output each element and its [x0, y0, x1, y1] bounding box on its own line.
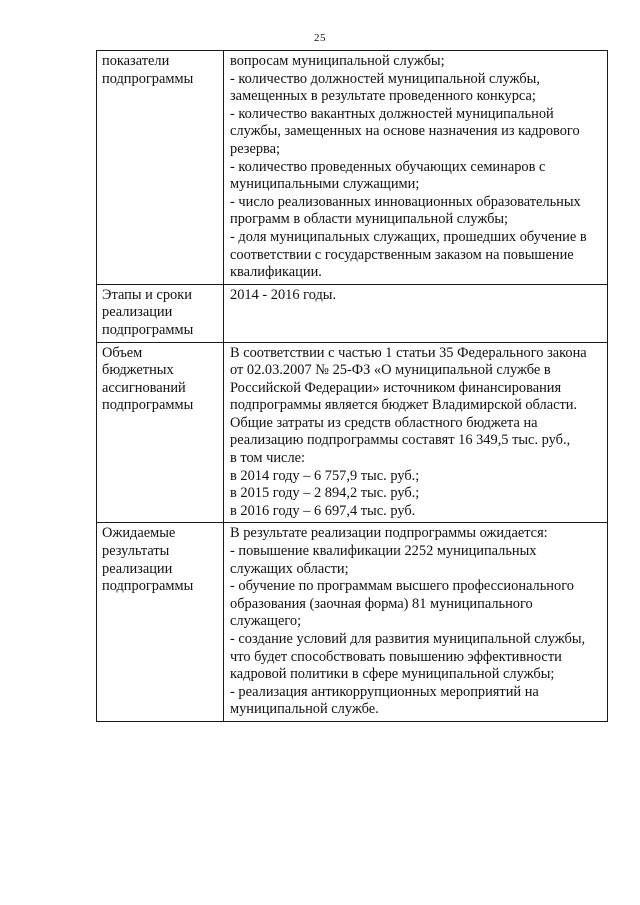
- label-line: бюджетных: [102, 362, 174, 379]
- content-line: образования (заочная форма) 81 муниципального: [230, 595, 533, 612]
- row-label-cell: [97, 284, 224, 342]
- subprogram-passport-table: [96, 50, 608, 722]
- content-line: подпрограммы является бюджет Владимирской области.: [230, 397, 578, 414]
- content-line: В результате реализации подпрограммы ожидается:: [230, 525, 548, 542]
- label-line: подпрограммы: [102, 321, 194, 338]
- table-row: [97, 284, 608, 342]
- content-line: 2014 - 2016 годы.: [230, 286, 337, 303]
- content-line: от 02.03.2007 № 25-ФЗ «О муниципальной службе в: [230, 362, 551, 379]
- content-line: - количество вакантных должностей муниципальной: [230, 105, 554, 122]
- label-line: ассигнований: [102, 379, 186, 396]
- content-line: кадровой политики в сфере муниципальной службы;: [230, 666, 555, 683]
- label-line: подпрограммы: [102, 70, 194, 87]
- content-line: Общие затраты из средств областного бюджета на: [230, 414, 538, 431]
- content-line: - реализация антикоррупционных мероприятий на: [230, 683, 539, 700]
- content-line: службы, замещенных на основе назначения из кадрового: [230, 123, 580, 140]
- content-line: квалификации.: [230, 264, 322, 281]
- content-line: В соответствии с частью 1 статьи 35 Федерального закона: [230, 344, 587, 361]
- content-line: реализацию подпрограммы составят 16 349,5 тыс. руб.,: [230, 432, 571, 449]
- row-content-cell: [224, 51, 608, 285]
- table-row: [97, 51, 608, 285]
- content-line: в 2015 году – 2 894,2 тыс. руб.;: [230, 485, 420, 502]
- content-line: резерва;: [230, 140, 281, 157]
- content-line: служащего;: [230, 613, 302, 630]
- content-line: - количество проведенных обучающих семинаров с: [230, 158, 546, 175]
- content-line: соответствии с государственным заказом на повышение: [230, 246, 574, 263]
- content-line: Российской Федерации» источником финансирования: [230, 379, 562, 396]
- row-label-cell: [97, 523, 224, 722]
- content-line: - создание условий для развития муниципальной службы,: [230, 631, 586, 647]
- content-line: в том числе:: [230, 450, 306, 467]
- content-line: муниципальной службе.: [230, 701, 379, 718]
- page-number: 25: [314, 32, 326, 44]
- content-line: - количество должностей муниципальной службы,: [230, 70, 540, 87]
- content-line: - доля муниципальных служащих, прошедших обучение в: [230, 228, 587, 245]
- row-content-cell: [224, 284, 608, 342]
- content-line: - обучение по программам высшего профессионального: [230, 578, 574, 595]
- label-line: реализации: [102, 560, 173, 577]
- label-line: Объем: [102, 344, 143, 361]
- row-label-cell: [97, 342, 224, 523]
- label-line: Этапы и сроки: [102, 286, 192, 303]
- content-line: замещенных в результате проведенного конкурса;: [230, 88, 536, 105]
- content-line: в 2014 году – 6 757,9 тыс. руб.;: [230, 467, 420, 484]
- label-line: результаты: [102, 543, 170, 560]
- label-line: показатели: [102, 53, 170, 69]
- label-line: Ожидаемые: [102, 525, 176, 542]
- row-content-cell: [224, 342, 608, 523]
- table-row: [97, 342, 608, 523]
- content-line: что будет способствовать повышению эффективности: [230, 648, 562, 665]
- label-line: подпрограммы: [102, 578, 194, 595]
- content-line: в 2016 году – 6 697,4 тыс. руб.: [230, 502, 416, 519]
- row-content-cell: [224, 523, 608, 722]
- content-line: - число реализованных инновационных образовательных: [230, 193, 581, 210]
- row-label-cell: [97, 51, 224, 285]
- label-line: реализации: [102, 304, 173, 321]
- passport-table-body: [97, 51, 608, 722]
- content-line: - повышение квалификации 2252 муниципальных: [230, 543, 537, 560]
- label-line: подпрограммы: [102, 397, 194, 414]
- table-row: [97, 523, 608, 722]
- content-line: программ в области муниципальной службы;: [230, 211, 509, 228]
- content-line: служащих области;: [230, 560, 349, 577]
- content-line: вопросам муниципальной службы;: [230, 53, 445, 69]
- content-line: муниципальными служащими;: [230, 176, 420, 193]
